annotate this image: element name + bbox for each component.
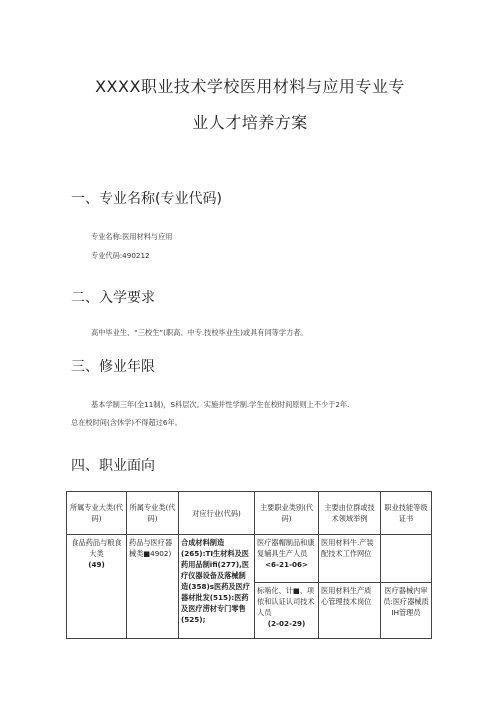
- major-category-code: (49): [88, 560, 105, 569]
- document-title-line-2: 业人才培养方案: [192, 113, 308, 132]
- study-duration-line-1: 基本学制三年(全11制)，S科层次。实施并性学制.学生在校时间原则上不少于2年.: [91, 400, 350, 409]
- table-cell-certificate: [381, 535, 432, 583]
- admission-requirement-line: 高中毕业生、“三校生”(职高、中专.技校毕业生)或具有同等学力者。: [91, 328, 308, 337]
- career-orientation-table: [66, 491, 432, 639]
- table-cell-occupation: [255, 583, 319, 639]
- table-header-cell: 所属专业类(代码): [127, 492, 179, 535]
- table-header-cell: 主要职业类别(代码): [255, 492, 319, 535]
- table-cell-major-category: [67, 535, 127, 639]
- major-code-line: 专业代码:490212: [91, 251, 150, 260]
- major-category-name: 食品药品与粮食大类: [71, 538, 122, 558]
- document-title-line-1: XXXX职业技术学校医用材料与应用专业专: [95, 77, 405, 96]
- section-4-heading: 四、职业面向: [71, 458, 155, 474]
- table-cell-industry: 合成材料制造(265):TI生材料及医药用品制ifi(277),医疗仪器设备及落械制造(358)s医药及医疗器材批发(515):医药及医疗涝材专门零售(525);: [179, 535, 255, 639]
- table-cell-position: 医用材料牛.产装配技术工作网位: [319, 535, 381, 583]
- section-3-heading: 三、修业年限: [71, 359, 155, 375]
- table-header-cell: 主要由位群或技术领域举例: [319, 492, 381, 535]
- table-header-cell: 对应行业(代码): [179, 492, 255, 535]
- table-header-cell: 职业技能等级证书: [381, 492, 432, 535]
- table-cell-occupation: [255, 535, 319, 583]
- table-cell-position: 医用材料生产质心管理技术岗位: [319, 583, 381, 639]
- occupation-name: 标啮化、计■、项依和认证认司技术人员: [257, 586, 315, 617]
- study-duration-line-2: 总在校时间(含休学)不得超过6年。: [71, 418, 182, 427]
- table-header-row: [67, 492, 432, 535]
- major-name-line: 专业名称:医用材料与应用: [91, 232, 173, 241]
- table-cell-certificate: 医疗器械内审员:医疗器械质IH管理员: [381, 583, 432, 639]
- occupation-code: <6-21-06>: [264, 560, 309, 569]
- section-1-heading: 一、专业名称(专业代码): [71, 191, 222, 207]
- occupation-code: (2-02-29): [267, 619, 306, 628]
- table-row: [67, 535, 432, 583]
- table-header-cell: 所属专业大类(代码): [67, 492, 127, 535]
- occupation-name: 医疗器帽制品和康复辅具生产人员: [257, 538, 315, 558]
- section-2-heading: 二、入学要求: [71, 290, 155, 306]
- table-cell-major-class: 药品与医疗器械类■4902): [127, 535, 179, 639]
